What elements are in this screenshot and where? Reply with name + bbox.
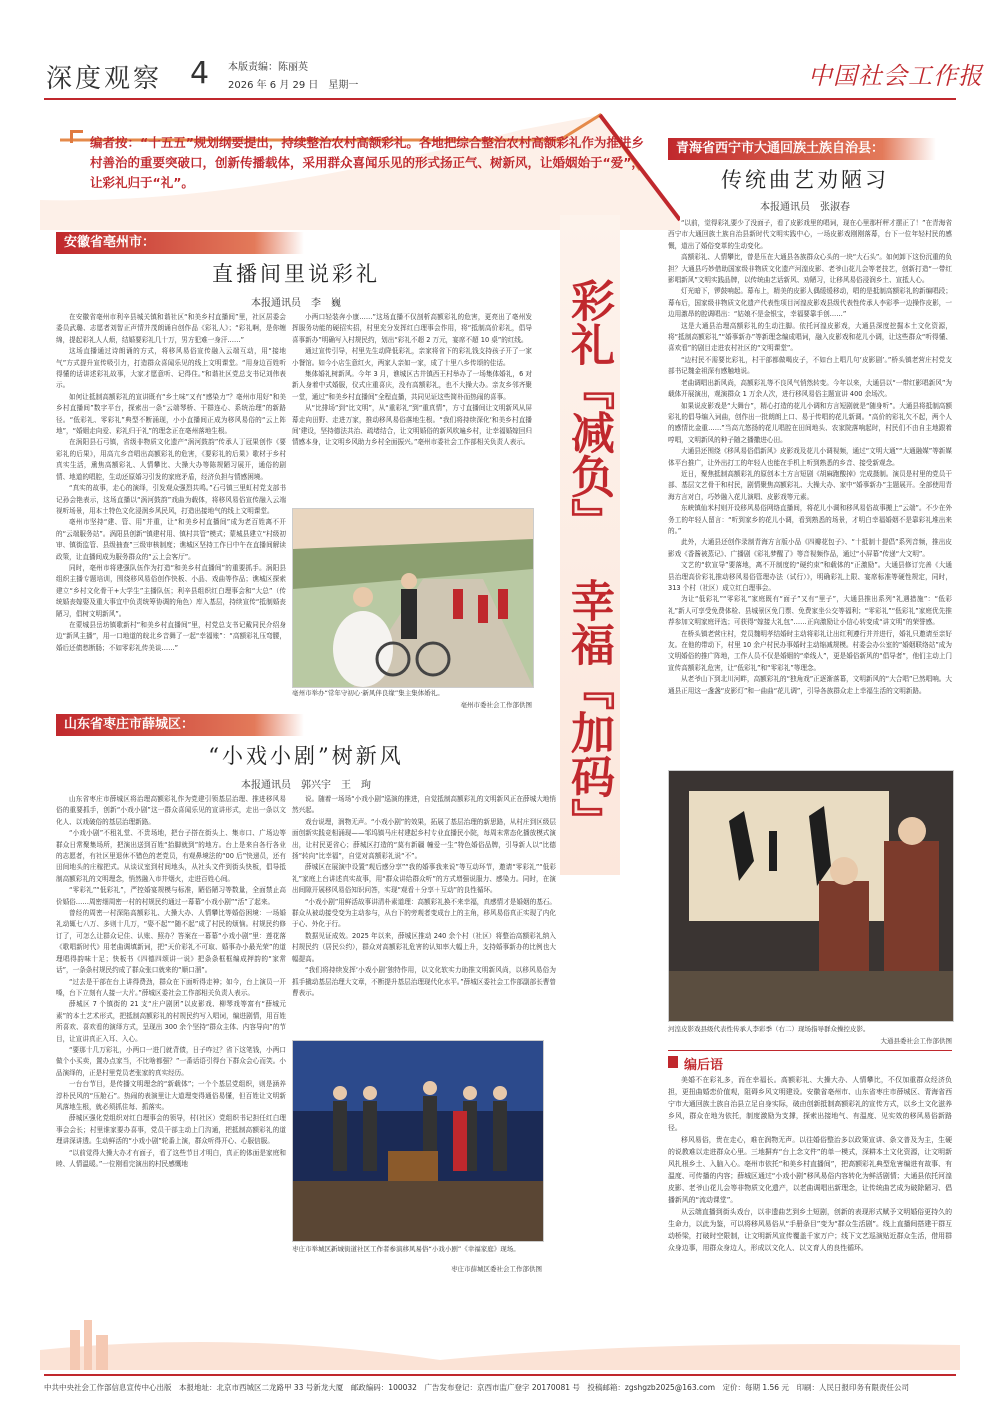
paragraph: “我们将持续发挥‘小戏小剧’独特作用，以文化软实力助推文明新风尚，以移风易俗为抓手撬动基层治理大文章，不断提升基层治理现代化水平。”薛城区委社会工作部副部长曹曾曹表示。 — [292, 966, 556, 997]
article-column-qinghai — [668, 218, 952, 764]
paragraph: 老曲调唱出新风尚，高额彩礼等不良风气悄然转变。今年以来，大通县以“一带红影唱新风”为载体开展演出，观演群众 1 万余人次，进行移风易俗主题宣讲 400 余场次。 — [668, 378, 952, 399]
paragraph: “零彩礼”“低彩礼”，严控婚宴规模与标准，陋俗陋习等数量，全面禁止高价婚俗……周密细周密一村的村规民约通过一幕幕“小戏小剧”“活”了起来。 — [56, 886, 286, 906]
photo-caption-shandong: 枣庄市举城区新城街道社区工作者参演移风易俗“小戏小剧”《幸福家庭》现场。 — [292, 1245, 520, 1253]
paragraph: 在桥头镇老营庄村，党员魏明孝结婚时主动将彩礼让出红利遵行并并进行，婚礼只邀请至亲好友。在他的带动下，村里 10 余户村民办事婚时主动缩减规模。村委会办公室的“婚姻联络站”成为文明婚俗的推广阵地，工作人员不仅是婚姻的“牵线人”，更是婚俗新风的“倡导者”，他们主动上门宣传高额彩礼危害，让“低彩礼”和“零彩礼”等理念。 — [668, 629, 952, 672]
article-title-qinghai: 传统曲艺劝陋习 — [721, 168, 889, 192]
paragraph: 从“比排场”到“比文明”，从“重彩礼”到“重真情”，方寸直播间让文明新风从屏幕走向田野、走进万家，推动移风易俗落地生根。“我们将持续深化‘和美乡村直播间’建设，坚持德法共治、疏堵结合，让文明婚俗的新风吹遍乡村，让幸福婚嫁回归情感本身，让文明乡风助力乡村全面振兴。”亳州市委社会工作部相关负责人表示。 — [292, 404, 532, 447]
paragraph: 如果说皮影戏是“大舞台”，精心打造的花儿小调和方言短剧就是“随身听”。大通县将抵制高额彩礼的倡导编入词曲，创作出一批朗朗上口、易于传唱的花儿新调。“高价的彩礼欠不起，两个人的感情比金重……”当高亢悠扬的花儿唱腔在田间地头、农家院落响起时，村民们不由自主地跟着哼唱，文明新风的种子随之播撒进心田。 — [668, 401, 952, 444]
paragraph: 亳州市坚持“建、管、用”并重，让“和美乡村直播间”成为老百姓离不开的“云端服务站”。涡阳县创新“镇建村用、镇村共管”模式；蒙城县建立“村级初审、镇街监管、县级抽查”三级审核制度；谯城区坚持工作日中午在直播间解读政策，让直播间成为服务群众的“云上会客厅”。 — [56, 518, 286, 561]
paragraph: “要那十几万彩礼，小两口一进门就背债，日子咋过？省下这笔钱，小两口做个小买卖，置办点家当，不比啥都强？”一番话语引得台下群众会心而笑。小品演绎的，正是村里党员老张家的真实经历。 — [56, 1045, 286, 1077]
paragraph: 薛城区强化党组织对红白理事会的领导，村(社区）党组织书记担任红白理事会会长；村里谁家要办喜事，党员干部主动上门沟通，把抵制高额彩礼的道理讲深讲透。生动鲜活的“小戏小剧”轮番上演，群众听得开心、心服信服。 — [56, 1114, 286, 1146]
article-column-shandong-1 — [56, 794, 286, 1352]
paragraph: 移风易俗，贵在走心，难在润物无声。以往婚俗整治多以政策宣讲、条文普及为主，生硬的说教难以走进群众心里。三地摒弃“台上念文件”的单一模式，深耕本土文化资源，让文明新风扎根乡土、入脑入心。亳州市依托“和美乡村直播间”，把高额彩礼典型危害编进有故事、有温度、可传播的内容；薛城区通过“小戏小剧”移风易俗内容转化为鲜活剧情；大通县依托河湟皮影、老爷山花儿会等非物质文化遗产，以老曲调唱出新理念，让传统曲艺成为破除陋习、倡播新风的“流动课堂”。 — [668, 1136, 952, 1204]
region-label-anhui: 安徽省亳州市： — [56, 232, 304, 254]
paragraph: “过去是干部在台上讲得费劲，群众在下面听得走神；如今，台上演员一开嗓，台下立刻有人接一大片。”薛城区委社会工作部相关负责人表示。 — [56, 977, 286, 997]
paragraph: 从云端直播到街头戏台，以非遗曲艺到乡土短剧，创新的表现形式赋予文明婚俗更持久的生命力，以此为鉴，可以将移风易俗从“手册条目”变为“群众生活剧”。线上直播间搭建干群互动桥梁，打破时空限制，让文明新风宣传覆盖千家万户；线下文艺巡演贴近群众生活，借用群众身边事，用群众身边人，形成以文化人、以文育人的良性循环。 — [668, 1208, 952, 1252]
afterword-label: 编后语 — [684, 1058, 724, 1073]
paragraph: 这是大通县治理高额彩礼的生动注脚。依托河湟皮影戏，大通县深度挖掘本土文化资源，将“抵制高额彩礼”“婚事新办”等新理念编成唱词，融入皮影戏和花儿小调，让这些群众“听得懂、喜欢看”的剧目走进农村社区的“文明课堂”。 — [668, 321, 952, 353]
paragraph: 小两口轻装奔小康……”这场直播不仅剖析高额彩礼的危害，更亮出了亳州发挥服务功能的硬招实招，村里充分发挥红白理事会作用，将“抵制高价彩礼，倡导喜事新办”明确写入村规民约，划出“彩礼不超 2 万元，宴席不超 10 桌”的红线。 — [292, 313, 532, 344]
article-title-shandong: “小戏小剧”树新风 — [208, 744, 404, 768]
paragraph: “以前，觉得彩礼要少了没面子，看了皮影戏里的唱词，现在心里那杆秤才摆正了！”在青海省西宁市大通回族土族自治县新时代文明实践中心，一场皮影戏刚刚落幕，台下一位年轻村民的感慨，道出了婚俗变革的生动变化。 — [668, 219, 952, 250]
photo-credit-qinghai: 大通县委社会工作部供图 — [880, 1037, 952, 1045]
paragraph: 这场直播通过诗朗诵的方式，将移风易俗宣传融入云端互动，用“接地气”方式提升宣传吸引力，打造群众喜闻乐见的线上文明课堂。“用身边百姓听得懂的话讲述彩礼故事，大家才愿意听、记得住。”和谐社区党总支书记刘伟表示。 — [56, 347, 286, 390]
paragraph: 文艺的“软宣导”要落地，离不开制度的“硬约束”和载体的“正激励”。大通县修订完善《大通县治理高价彩礼推动移风易俗管理办法（试行）》，明确彩礼上限、宴席标准等硬性规定，同时，313 个村（社区）成立红白理事会。 — [668, 561, 952, 592]
paragraph: “真实的故事，走心的演绎，引发观众强烈共鸣。”石弓镇三里虹村党支部书记孙会艳表示，这场直播以“涡河鼓韵”戏曲为载体，将移风易俗宣传融入云端视听场景，用本土特色文化浸润乡风民风，打造出接地气的线上文明课堂。 — [56, 484, 286, 515]
paragraph: 此外，大通县还创作录制青海方言版小品《四瓣花包子》、“十抵制十提倡”系列音频，推出皮影戏《香酱被蒸记》、广播剧《彩礼梦醒了》等音视频作品，通过“小屏幕”传递“大文明”。 — [668, 538, 952, 558]
paper-logo: 中国社会工作报 — [808, 62, 983, 90]
paragraph: 灯光暗下，锣鼓响起。幕布上，精美的皮影人偶缓缓移动，唱的是抵制高额彩礼的新编唱段；幕布后，国家级非物质文化遗产代表性项目河湟皮影戏县级代表性传承人李彩季一边操作皮影，一边用激昂的腔调唱出：“姑娘不是金银宝，幸福要靠手创……” — [668, 287, 952, 319]
paragraph: 薛城区 7 个镇街的 21 支“庄户剧团”以皮影戏、柳琴戏等富有“薛城元素”的本土艺术形式，把抵制高额彩礼的村规民约写入唱词，编进剧情，用百姓所喜欢、喜欢看的演绎方式，呈现出 300 余个坚持“群众主体、内容导向”的节目，让宣讲真正入耳、入心。 — [56, 1000, 286, 1043]
quote-mark-icon — [70, 130, 83, 143]
paragraph: 在蒙城县岳坊镇歌新村“和美乡村直播间”里，村党总支书记戴同民介绍身边“新风主播”，用一口地道的皖北乡音舞了一起“幸福账”：“高额彩礼压弯腰，婚后还债愁断肠；不如零彩礼传美谈……” — [56, 620, 286, 652]
paragraph: 从老爷山下到北川河畔，高额彩礼的“独角戏”正逐渐落幕，文明新风的“大合唱”已然唱响。大通县正用这一盏盏“皮影灯”和一曲曲“花儿调”，引导各族群众走上幸福生活的文明新路。 — [668, 675, 952, 695]
paragraph: “以前觉得大操大办才有面子，看了这些节目才明白，真正的体面是家庭和睦、人情温暖。”一位刚看完演出的村民感慨地 — [56, 1148, 286, 1168]
article-column-anhui-2 — [292, 312, 532, 500]
headline-text-2: 幸福『加码』 — [563, 578, 614, 842]
paragraph: 山东省枣庄市薛城区将治理高额彩礼作为党建引领基层治理、推进移风易俗的重要抓手，创新“小戏小剧”这一群众喜闻乐见的宣讲形式，走出一条以文化人、以戏破俗的基层治理新路。 — [56, 795, 286, 826]
region-label-qinghai: 青海省西宁市大通回族土族自治县： — [668, 138, 936, 160]
issue-date: 2026 年 6 月 29 日 星期一 — [228, 80, 359, 91]
byline-anhui: 本报通讯员 李 巍 — [251, 298, 341, 309]
paragraph: 为让“低彩礼”“零彩礼”家庭既有“面子”又有“里子”，大通县推出系列“礼遇措施”：“低彩礼”新人可享受免费体检、县城景区免门票、免费家坐公交等福利；“零彩礼”“低彩礼”家庭优先推荐参加文明家庭评选；可获得“嫁接大礼包”……正向激励让小信心转变成“讲文明”的荣誉感。 — [668, 595, 952, 627]
paragraph: “边村民不需要比彩礼，村干部都做喝皮子，不如台上唱几句‘皮影剧’。”桥头镇老营庄村党支部书记魏金祖深有感触地说。 — [668, 355, 952, 376]
stage-performance-photo — [292, 1040, 544, 1242]
page-number: 4 — [190, 56, 210, 91]
paragraph: 通过宣传引导，村里先生动降低彩礼，亲家将省下的彩礼钱支持孩子开了一家小餐馆。如今小店生意红火，两家人亲如一家，成了十里八乡传颂的佳话。 — [292, 347, 532, 367]
square-bullet-icon — [668, 1056, 678, 1068]
headline-text-1: 彩礼『减负』 — [563, 278, 614, 542]
paragraph: 在涡阳县石弓镇，省级非物质文化遗产“涡河鼓韵”传承人丁冠果创作《要彩礼的后果》，用高亢乡音唱出高额彩礼的危害，《要彩礼的后果》歌材于乡村真实生活，熏焦高额彩礼、人情攀比、大操大办等陈规陋习展开，通俗的剧情、地道的唱腔，生动还原婚习引发的家庭矛盾，经济负担与情感困境。 — [56, 438, 286, 481]
paragraph: 大通县还围绕《移风易俗倡新风》皮影戏及花儿小调视频，通过“文明大通”“大通融媒”等新媒体平台推广，让外出打工的年轻人也能在手机上听到熟悉的乡音、接受新观念。 — [668, 447, 952, 467]
paragraph: 薛城区在展演中设置“观后感分享”“我的婚事我来说”等互动环节，邀请“零彩礼”“低彩礼”家庭上台讲述真实故事，用“群众讲给群众听”的方式增强说服力、感染力。同时，在演出间隙开展移风易俗知识问答，实现“观看＋分享＋互动”的良性循环。 — [292, 863, 556, 895]
paragraph: 数据见证成效。2025 年以来，薛城区推动 240 余个村（社区）将整治高额彩礼纳入村规民约（居民公约），群众对高额彩礼危害的认知率大幅上升，支持婚事新办的比例也大幅提高。 — [292, 931, 556, 963]
paragraph: 如何让抵制高额彩礼的宣讲既有“乡土味”又有“感染力”？亳州市用好“和美乡村直播间”数字平台，探索出一条“云端琴桥、干群连心、系统治理”的新路径。“低彩礼、零彩礼”典型不断涌现，小小直播间正成为移风易俗的“云上阵地”，“婚姻走向爱、彩礼归于礼”的理念正在亳州落地生根。 — [56, 392, 286, 436]
article-title-anhui: 直播间里说彩礼 — [212, 262, 380, 286]
skyline-decoration — [40, 1290, 960, 1370]
editor-credit: 本版责编：陈丽英 — [228, 62, 308, 73]
wedding-photo — [292, 508, 534, 688]
paragraph: 近日，聚焦抵制高额彩礼的原创本土方言短剧《胡麻跑酸掉》完成摄制。演员是村里的党员干部、基层文艺骨干和村民，剧情聚焦高额彩礼、大操大办、家中“婚事新办”主题展开。全部使用青海方言对白，巧妙融入花儿演唱、皮影戏等元素。 — [668, 469, 952, 501]
header-rule — [44, 98, 956, 100]
section-divider — [668, 1050, 952, 1051]
photo-credit-anhui: 亳州市委社会工作部供图 — [460, 701, 532, 709]
photo-caption-qinghai: 河湟皮影戏县级代表性传承人李彩季（右二）现场指导群众操控皮影。 — [668, 1025, 870, 1033]
section-name: 深度观察 — [46, 64, 163, 94]
footer: 中共中央社会工作部信息宣传中心出版 本报地址：北京市西城区二龙路甲 33 号新龙大厦 邮政编码：100032 广告发布登记：京西市监广登字 20170081 号 投稿邮箱：zgshgzb2025@163.com 定价：每期 1.56 元 印刷：人民日报印务有限责任公司 — [44, 1374, 956, 1393]
region-label-shandong: 山东省枣庄市薛城区： — [56, 714, 304, 736]
photo-caption-anhui: 亳州市举办“常年守初心·新风伴良缘”集主集体婚礼。 — [292, 689, 444, 697]
paragraph: 美婚不在彩礼多，而在幸福长。高额彩礼、大操大办、人情攀比，不仅加重群众经济负担，更扭曲婚恋价值观，阻碍乡风文明建设。安徽省亳州市、山东省枣庄市薛城区、青海省西宁市大通回族土族自治县立足自身实际，破由创新抵制高额彩礼的宣传方式，以乡土文化滋养乡风，群众在地为依托，制度激励为支撑，探索出接地气、有温度、见实效的移风易俗新路径。 — [668, 1076, 952, 1132]
article-column-shandong-2 — [292, 794, 556, 1030]
paragraph: “小戏小剧”用鲜活故事讲清朴素道理：高额彩礼换不来幸福，真感情才是婚姻的基石。群众从被动接受变为主动参与，从台下的旁观者变成台上的主角，移风易俗真正实现了内化于心、外化于行。 — [292, 897, 556, 929]
paragraph: 戏台说理，润物无声。“小戏小剧”的效果，拓展了基层治理的新思路，从村庄到区级层面创新实践竞相涌现——邹坞镇马庄村建起乡村专业直播民小院，每周末常态化播放模式演出，让村民更省心；薛城区打造的“莫有新疆 幢爱一生”特色婚俗品牌，引导新人以“比德扬”转向“比幸福”，自觉对高额彩礼说“不”。 — [292, 817, 556, 861]
byline-shandong: 本报通讯员 郭兴宇 王 珣 — [241, 780, 371, 791]
paragraph: 高额彩礼、人情攀比，曾是压在大通县各族群众心头的一块“大石头”。如何卸下这份沉重的负担？大通县巧妙借助国家级非物质文化遗产河湟皮影、老爷山花儿会等老技艺，创新打造“一带红影唱新风”文明实践品牌，以传统曲艺话新风、劝陋习，让移风易俗浸润乡土、宣抵人心。 — [668, 253, 952, 285]
paragraph: 集体婚礼树新风。今年 3 月，谯城区古井镇西王村举办了一场集体婚礼，6 对新人身着中式婚服，仪式庄重喜庆，没有高额彩礼，也不大操大办。亲友乡邻齐聚一堂，通过“和美乡村直播间”全程直播，共同见证这些简朴而热闹的喜事。 — [292, 370, 532, 401]
byline-qinghai: 本报通讯员 张淑春 — [760, 202, 850, 213]
paragraph: 说。随着一场场“小戏小剧”巡演的推进，自觉抵制高额彩礼的文明新风正在薛城大地悄然兴起。 — [292, 795, 556, 815]
photo-credit-shandong: 枣庄市薛城区委社会工作部供图 — [451, 1265, 542, 1273]
article-column-anhui-1 — [56, 312, 286, 708]
paragraph: 曾经的周密一村深陷高额彩礼、大操大办、人情攀比等婚俗困境：一场婚礼动辄七八万、多则十几万，“娶不起”“随不起”成了村民的烦恼。村规民约修订了，可怎么让群众记住、认账、照办？答案在一幕幕“小戏小剧”里：莲花落《歌唱新时代》用老曲调填新词，把“天价彩礼不可取、婚事办小最光荣”的道理唱得韵味十足；快板书《四德四颂讲一说》把条条框框编成押韵的“家常话”，一条条村规民约成了群众张口就来的“顺口溜”。 — [56, 909, 286, 975]
headline-line-2 — [558, 540, 618, 880]
shadow-puppet-photo — [668, 770, 954, 1022]
paragraph: 在安徽省亳州市利辛县城关镇和谐社区“和美乡村直播间”里，社区居委会委员武璐、志愿者刘智正声情并茂朗诵自创作品《彩礼人》；“彩礼啊，是你缠绵，提起彩礼人人烦，结婚要彩礼几十万，男方犯难一身汗……” — [56, 313, 286, 344]
editor-note: 编者按：“十五五”规划纲要提出，持续整治农村高额彩礼。各地把综合整治农村高额彩礼作为推进乡村善治的重要突破口，创新传播载体，采用群众喜闻乐见的形式扬正气、树新风，让婚姻始于“爱”，让彩礼归于“礼”。 — [90, 135, 644, 190]
paragraph: 东峡镇仙米村则开设移风易俗网络直播间，将花儿小调和移风易俗故事搬上“云端”。不少在外务工的年轻人留言：“听到家乡的花儿小调，看到熟悉的场景，才明白幸福婚姻不是靠彩礼堆出来的。” — [668, 504, 952, 535]
paragraph: “小戏小剧”不租礼堂、不贵场地，把台子搭在街头上、集市口、广场边等群众日常聚集场所，把演出送到百姓“抬脚就到”的地方。台上是来自各行各业的志愿者，有社区里退休不错色的老党员，有观鼻境法的“00 后”快递员，还有田间地头的庄稼把式。从谈议室到村间地头，从社头文件到街头快板，倡导抵制高额彩礼的文明理念，悄然融入市井烟火，走进百姓心间。 — [56, 829, 286, 883]
paragraph: 一台台节目，是传播文明理念的“新载体”；一个个基层党组织，则是涵养淳朴民风的“压舱石”。热闹的表演里让大道理变得通俗易懂，但百姓让文明新风落地生根，就必须抓住每、抓落实。 — [56, 1080, 286, 1111]
paragraph: 同时，亳州市将建强队伍作为打造“和美乡村直播间”的重要抓手。涡阳县组织主播专题培训，围绕移风易俗创作快板、小品、戏曲等作品；谯城区探索建立“乡村文化骨干+大学生”主播队伍；利辛县组织红白理事会和“大总”（传统婚丧嫁娶及重大事宜中负责统筹协调的角色）库入基层，持续宣传“抵制婚丧陋习，倡树文明新风”。 — [56, 563, 286, 618]
